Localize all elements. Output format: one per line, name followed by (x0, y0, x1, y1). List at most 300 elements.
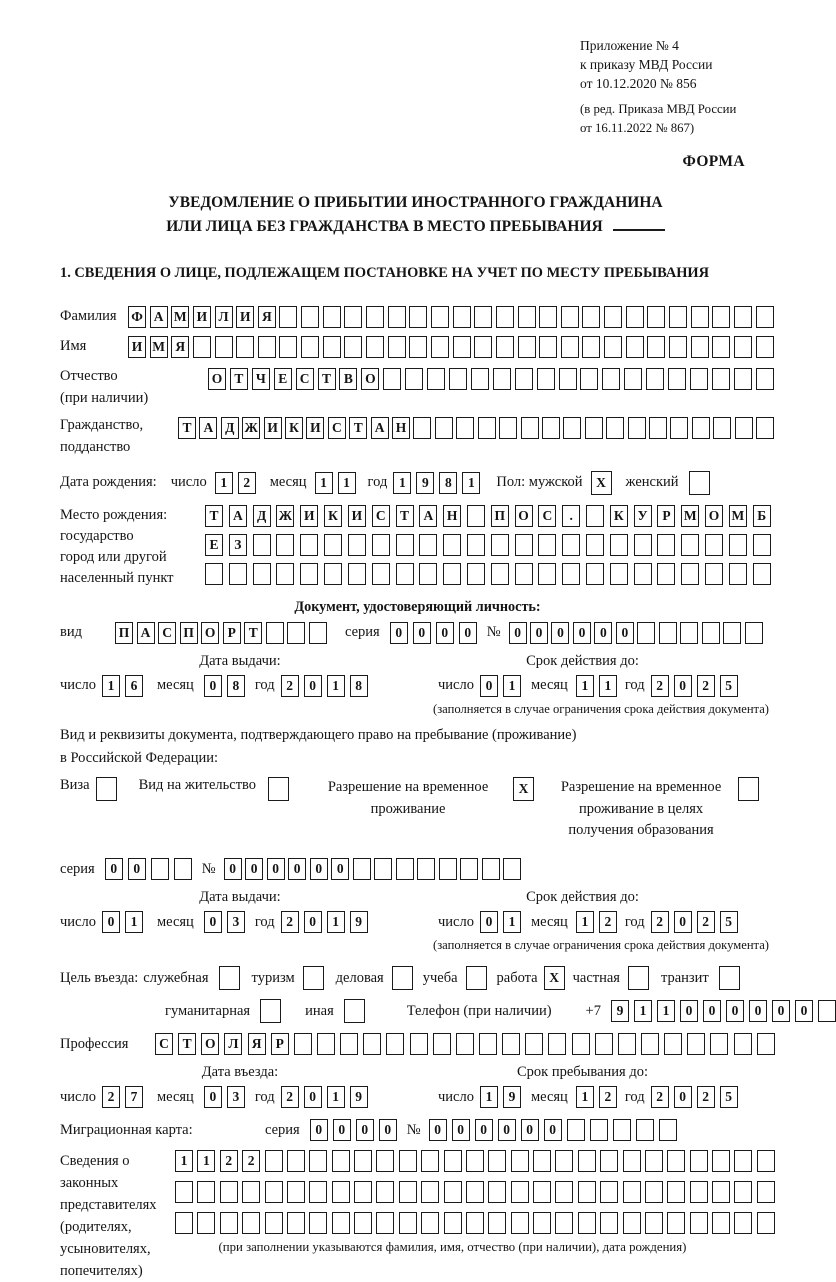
form-cell[interactable] (309, 1150, 327, 1172)
form-cell[interactable] (374, 858, 392, 880)
form-cell[interactable] (197, 1212, 215, 1234)
form-cell[interactable] (376, 1150, 394, 1172)
form-cell[interactable] (734, 306, 752, 328)
form-cell[interactable] (439, 858, 457, 880)
purpose-work-checkbox[interactable] (544, 966, 565, 990)
form-cell[interactable]: И (348, 505, 366, 527)
purpose-transit-checkbox[interactable] (719, 966, 740, 990)
form-cell[interactable] (645, 1181, 663, 1203)
form-cell[interactable]: 2 (220, 1150, 238, 1172)
form-cell[interactable] (690, 1150, 708, 1172)
form-cell[interactable] (613, 1119, 631, 1141)
form-cell[interactable]: 2 (697, 1086, 715, 1108)
form-cell[interactable] (659, 622, 677, 644)
form-cell[interactable]: 0 (573, 622, 591, 644)
form-cell[interactable] (515, 368, 533, 390)
form-cell[interactable] (354, 1212, 372, 1234)
form-cell[interactable]: 1 (393, 472, 411, 494)
form-cell[interactable] (443, 534, 461, 556)
form-cell[interactable]: Р (223, 622, 241, 644)
form-cell[interactable] (734, 1181, 752, 1203)
form-cell[interactable] (757, 1181, 775, 1203)
representatives-input-row1[interactable] (175, 1150, 775, 1172)
form-cell[interactable] (96, 777, 117, 801)
form-cell[interactable] (467, 563, 485, 585)
form-cell[interactable] (539, 336, 557, 358)
form-cell[interactable]: П (115, 622, 133, 644)
form-cell[interactable]: И (128, 336, 146, 358)
form-cell[interactable] (354, 1181, 372, 1203)
form-cell[interactable]: 0 (509, 622, 527, 644)
form-cell[interactable]: 2 (281, 1086, 299, 1108)
form-cell[interactable] (559, 368, 577, 390)
form-cell[interactable]: 1 (102, 675, 120, 697)
form-cell[interactable] (533, 1150, 551, 1172)
form-cell[interactable] (175, 1181, 193, 1203)
form-cell[interactable]: 0 (333, 1119, 351, 1141)
residence-series-input[interactable] (105, 858, 192, 880)
form-cell[interactable] (294, 1033, 312, 1055)
form-cell[interactable]: М (171, 306, 189, 328)
form-cell[interactable] (503, 858, 521, 880)
form-cell[interactable]: О (208, 368, 226, 390)
form-cell[interactable] (174, 858, 192, 880)
form-cell[interactable] (396, 534, 414, 556)
form-cell[interactable] (555, 1212, 573, 1234)
entry-month-input[interactable] (204, 1086, 245, 1108)
form-cell[interactable] (344, 336, 362, 358)
form-cell[interactable] (538, 534, 556, 556)
form-cell[interactable] (634, 534, 652, 556)
blank-underline[interactable] (613, 216, 665, 231)
form-cell[interactable] (348, 563, 366, 585)
form-cell[interactable] (668, 368, 686, 390)
form-cell[interactable] (729, 563, 747, 585)
birth-place-input-row3[interactable] (205, 563, 771, 585)
form-cell[interactable] (533, 1181, 551, 1203)
form-cell[interactable] (253, 563, 271, 585)
form-cell[interactable]: 0 (475, 1119, 493, 1141)
form-cell[interactable] (578, 1181, 596, 1203)
form-cell[interactable] (669, 306, 687, 328)
form-cell[interactable]: 0 (204, 911, 222, 933)
form-cell[interactable] (539, 306, 557, 328)
form-cell[interactable]: Н (443, 505, 461, 527)
issue-year-input[interactable] (281, 675, 368, 697)
form-cell[interactable] (258, 336, 276, 358)
form-cell[interactable]: О (201, 622, 219, 644)
form-cell[interactable] (265, 1212, 283, 1234)
form-cell[interactable] (266, 622, 284, 644)
form-cell[interactable] (667, 1150, 685, 1172)
form-cell[interactable]: 0 (128, 858, 146, 880)
surname-input[interactable] (128, 306, 774, 328)
purpose-official-checkbox[interactable] (219, 966, 240, 990)
form-cell[interactable] (478, 417, 496, 439)
form-cell[interactable] (236, 336, 254, 358)
form-cell[interactable] (301, 336, 319, 358)
form-cell[interactable] (444, 1212, 462, 1234)
form-cell[interactable] (667, 1181, 685, 1203)
form-cell[interactable] (410, 1033, 428, 1055)
form-cell[interactable]: 0 (551, 622, 569, 644)
form-cell[interactable] (670, 417, 688, 439)
form-cell[interactable] (396, 858, 414, 880)
form-cell[interactable] (634, 563, 652, 585)
form-cell[interactable] (645, 1212, 663, 1234)
form-cell[interactable] (734, 1150, 752, 1172)
form-cell[interactable] (582, 306, 600, 328)
valid-year-input[interactable] (651, 911, 738, 933)
form-cell[interactable]: 0 (703, 1000, 721, 1022)
form-cell[interactable] (287, 1150, 305, 1172)
valid-day-input[interactable] (480, 911, 521, 933)
form-cell[interactable] (525, 1033, 543, 1055)
form-cell[interactable] (399, 1212, 417, 1234)
form-cell[interactable]: М (150, 336, 168, 358)
form-cell[interactable]: 2 (697, 911, 715, 933)
form-cell[interactable] (399, 1150, 417, 1172)
form-cell[interactable]: Я (171, 336, 189, 358)
form-cell[interactable] (555, 1181, 573, 1203)
form-cell[interactable]: Т (178, 417, 196, 439)
form-cell[interactable] (734, 1033, 752, 1055)
form-cell[interactable] (392, 966, 413, 990)
form-cell[interactable] (626, 306, 644, 328)
form-cell[interactable] (197, 1181, 215, 1203)
form-cell[interactable]: 1 (338, 472, 356, 494)
form-cell[interactable]: 1 (634, 1000, 652, 1022)
form-cell[interactable] (344, 306, 362, 328)
form-cell[interactable] (628, 966, 649, 990)
form-cell[interactable] (215, 336, 233, 358)
form-cell[interactable] (624, 368, 642, 390)
form-cell[interactable] (664, 1033, 682, 1055)
purpose-business-checkbox[interactable] (392, 966, 413, 990)
form-cell[interactable] (332, 1212, 350, 1234)
form-cell[interactable] (388, 336, 406, 358)
form-cell[interactable]: М (729, 505, 747, 527)
form-cell[interactable]: Т (205, 505, 223, 527)
form-cell[interactable]: 0 (674, 911, 692, 933)
form-cell[interactable]: И (236, 306, 254, 328)
form-cell[interactable]: 5 (720, 675, 738, 697)
form-cell[interactable] (818, 1000, 836, 1022)
form-cell[interactable]: 2 (238, 472, 256, 494)
form-cell[interactable] (542, 417, 560, 439)
form-cell[interactable] (578, 1212, 596, 1234)
form-cell[interactable]: 0 (245, 858, 263, 880)
form-cell[interactable]: Р (271, 1033, 289, 1055)
form-cell[interactable] (467, 505, 485, 527)
form-cell[interactable]: 5 (720, 911, 738, 933)
residence-permit-checkbox[interactable] (268, 777, 289, 801)
form-cell[interactable]: 0 (498, 1119, 516, 1141)
form-cell[interactable]: Е (205, 534, 223, 556)
form-cell[interactable] (738, 777, 759, 801)
form-cell[interactable]: Я (258, 306, 276, 328)
form-cell[interactable] (453, 306, 471, 328)
visa-checkbox[interactable] (96, 777, 117, 801)
migration-number-input[interactable] (429, 1119, 677, 1141)
form-cell[interactable] (175, 1212, 193, 1234)
form-cell[interactable] (606, 417, 624, 439)
form-cell[interactable] (399, 1181, 417, 1203)
form-cell[interactable] (205, 563, 223, 585)
form-cell[interactable] (421, 1150, 439, 1172)
form-cell[interactable]: 0 (102, 911, 120, 933)
form-cell[interactable] (229, 563, 247, 585)
form-cell[interactable] (604, 306, 622, 328)
form-cell[interactable]: 2 (697, 675, 715, 697)
form-cell[interactable] (647, 336, 665, 358)
form-cell[interactable] (376, 1212, 394, 1234)
form-cell[interactable]: И (264, 417, 282, 439)
form-cell[interactable] (689, 471, 710, 495)
form-cell[interactable]: 0 (224, 858, 242, 880)
form-cell[interactable] (719, 966, 740, 990)
form-cell[interactable]: Ж (276, 505, 294, 527)
form-cell[interactable] (667, 1212, 685, 1234)
form-cell[interactable] (610, 563, 628, 585)
form-cell[interactable] (366, 306, 384, 328)
form-cell[interactable] (219, 966, 240, 990)
issue-day-input[interactable] (102, 911, 143, 933)
entry-year-input[interactable] (281, 1086, 368, 1108)
form-cell[interactable]: С (372, 505, 390, 527)
form-cell[interactable]: 1 (327, 911, 345, 933)
form-cell[interactable] (344, 999, 365, 1023)
form-cell[interactable] (712, 368, 730, 390)
form-cell[interactable] (466, 1150, 484, 1172)
form-cell[interactable] (396, 563, 414, 585)
form-cell[interactable] (580, 368, 598, 390)
form-cell[interactable] (692, 417, 710, 439)
form-cell[interactable] (623, 1181, 641, 1203)
form-cell[interactable] (488, 1181, 506, 1203)
form-cell[interactable]: 0 (310, 858, 328, 880)
form-cell[interactable]: 3 (227, 1086, 245, 1108)
form-cell[interactable] (537, 368, 555, 390)
form-cell[interactable] (324, 563, 342, 585)
form-cell[interactable] (348, 534, 366, 556)
form-cell[interactable] (561, 306, 579, 328)
form-cell[interactable]: Д (221, 417, 239, 439)
form-cell[interactable] (691, 306, 709, 328)
form-cell[interactable]: 2 (651, 911, 669, 933)
form-cell[interactable] (511, 1212, 529, 1234)
form-cell[interactable] (735, 417, 753, 439)
form-cell[interactable] (287, 622, 305, 644)
form-cell[interactable]: Б (753, 505, 771, 527)
form-cell[interactable]: 8 (350, 675, 368, 697)
form-cell[interactable]: . (562, 505, 580, 527)
form-cell[interactable] (309, 1212, 327, 1234)
form-cell[interactable] (511, 1181, 529, 1203)
form-cell[interactable]: 1 (503, 911, 521, 933)
form-cell[interactable] (734, 336, 752, 358)
purpose-humanitarian-checkbox[interactable] (260, 999, 281, 1023)
form-cell[interactable]: 0 (267, 858, 285, 880)
form-cell[interactable] (444, 1181, 462, 1203)
form-cell[interactable] (602, 368, 620, 390)
form-cell[interactable] (151, 858, 169, 880)
form-cell[interactable]: 6 (125, 675, 143, 697)
form-cell[interactable] (301, 306, 319, 328)
form-cell[interactable] (690, 1212, 708, 1234)
form-cell[interactable] (647, 306, 665, 328)
form-cell[interactable]: М (681, 505, 699, 527)
form-cell[interactable] (276, 534, 294, 556)
form-cell[interactable] (756, 368, 774, 390)
form-cell[interactable] (435, 417, 453, 439)
form-cell[interactable]: Р (657, 505, 675, 527)
form-cell[interactable] (220, 1212, 238, 1234)
form-cell[interactable]: К (285, 417, 303, 439)
form-cell[interactable] (745, 622, 763, 644)
form-cell[interactable]: 0 (749, 1000, 767, 1022)
form-cell[interactable] (332, 1181, 350, 1203)
form-cell[interactable]: К (324, 505, 342, 527)
migration-series-input[interactable] (310, 1119, 397, 1141)
form-cell[interactable]: 0 (480, 675, 498, 697)
form-cell[interactable] (499, 417, 517, 439)
form-cell[interactable] (253, 534, 271, 556)
form-cell[interactable]: С (328, 417, 346, 439)
form-cell[interactable]: 1 (657, 1000, 675, 1022)
form-cell[interactable] (279, 306, 297, 328)
form-cell[interactable] (491, 563, 509, 585)
form-cell[interactable] (260, 999, 281, 1023)
form-cell[interactable] (287, 1181, 305, 1203)
form-cell[interactable] (431, 306, 449, 328)
form-cell[interactable]: С (158, 622, 176, 644)
form-cell[interactable] (353, 858, 371, 880)
birth-day-input[interactable] (215, 472, 256, 494)
form-cell[interactable]: 0 (480, 911, 498, 933)
form-cell[interactable]: 0 (304, 675, 322, 697)
form-cell[interactable]: Д (253, 505, 271, 527)
form-cell[interactable] (474, 306, 492, 328)
form-cell[interactable] (657, 563, 675, 585)
form-cell[interactable] (657, 534, 675, 556)
form-cell[interactable]: П (180, 622, 198, 644)
form-cell[interactable] (363, 1033, 381, 1055)
form-cell[interactable] (332, 1150, 350, 1172)
form-cell[interactable] (636, 1119, 654, 1141)
form-cell[interactable]: 0 (674, 675, 692, 697)
form-cell[interactable] (265, 1150, 283, 1172)
doc-kind-input[interactable] (115, 622, 327, 644)
form-cell[interactable] (753, 563, 771, 585)
form-cell[interactable] (646, 368, 664, 390)
form-cell[interactable] (417, 858, 435, 880)
form-cell[interactable]: 1 (462, 472, 480, 494)
form-cell[interactable] (466, 966, 487, 990)
sex-male-checkbox[interactable] (591, 471, 612, 495)
form-cell[interactable]: 0 (616, 622, 634, 644)
form-cell[interactable]: 1 (215, 472, 233, 494)
form-cell[interactable] (303, 966, 324, 990)
form-cell[interactable]: 1 (576, 675, 594, 697)
form-cell[interactable]: 2 (281, 911, 299, 933)
form-cell[interactable]: 0 (356, 1119, 374, 1141)
form-cell[interactable] (444, 1150, 462, 1172)
form-cell[interactable]: 0 (304, 911, 322, 933)
form-cell[interactable] (563, 417, 581, 439)
form-cell[interactable] (419, 563, 437, 585)
form-cell[interactable] (386, 1033, 404, 1055)
form-cell[interactable]: Н (392, 417, 410, 439)
purpose-tourism-checkbox[interactable] (303, 966, 324, 990)
form-cell[interactable]: З (229, 534, 247, 556)
form-cell[interactable]: 1 (315, 472, 333, 494)
form-cell[interactable]: 9 (416, 472, 434, 494)
form-cell[interactable]: 2 (281, 675, 299, 697)
issue-month-input[interactable] (204, 911, 245, 933)
form-cell[interactable]: 1 (480, 1086, 498, 1108)
stay-day-input[interactable] (480, 1086, 521, 1108)
form-cell[interactable] (757, 1212, 775, 1234)
form-cell[interactable] (323, 336, 341, 358)
form-cell[interactable] (279, 336, 297, 358)
form-cell[interactable]: Ч (252, 368, 270, 390)
form-cell[interactable] (431, 336, 449, 358)
form-cell[interactable]: 0 (459, 622, 477, 644)
form-cell[interactable] (518, 336, 536, 358)
form-cell[interactable]: 0 (594, 622, 612, 644)
form-cell[interactable]: И (300, 505, 318, 527)
birth-year-input[interactable] (393, 472, 480, 494)
form-cell[interactable]: X (544, 966, 565, 990)
form-cell[interactable]: 0 (429, 1119, 447, 1141)
form-cell[interactable] (220, 1181, 238, 1203)
form-cell[interactable]: 0 (304, 1086, 322, 1108)
form-cell[interactable] (567, 1119, 585, 1141)
form-cell[interactable] (561, 336, 579, 358)
form-cell[interactable] (460, 858, 478, 880)
form-cell[interactable] (572, 1033, 590, 1055)
form-cell[interactable] (600, 1181, 618, 1203)
form-cell[interactable] (324, 534, 342, 556)
form-cell[interactable] (376, 1181, 394, 1203)
form-cell[interactable] (705, 563, 723, 585)
form-cell[interactable] (533, 1212, 551, 1234)
form-cell[interactable] (443, 563, 461, 585)
form-cell[interactable] (757, 1150, 775, 1172)
form-cell[interactable] (712, 1181, 730, 1203)
form-cell[interactable]: 1 (125, 911, 143, 933)
form-cell[interactable] (413, 417, 431, 439)
form-cell[interactable] (421, 1212, 439, 1234)
form-cell[interactable]: С (155, 1033, 173, 1055)
form-cell[interactable]: 2 (651, 675, 669, 697)
form-cell[interactable] (409, 306, 427, 328)
form-cell[interactable] (287, 1212, 305, 1234)
form-cell[interactable]: 5 (720, 1086, 738, 1108)
form-cell[interactable] (578, 1150, 596, 1172)
form-cell[interactable] (300, 563, 318, 585)
form-cell[interactable] (623, 1212, 641, 1234)
form-cell[interactable] (467, 534, 485, 556)
form-cell[interactable] (323, 306, 341, 328)
form-cell[interactable] (427, 368, 445, 390)
form-cell[interactable]: Т (178, 1033, 196, 1055)
form-cell[interactable]: 0 (772, 1000, 790, 1022)
form-cell[interactable] (712, 1212, 730, 1234)
form-cell[interactable]: Т (244, 622, 262, 644)
form-cell[interactable] (623, 1150, 641, 1172)
